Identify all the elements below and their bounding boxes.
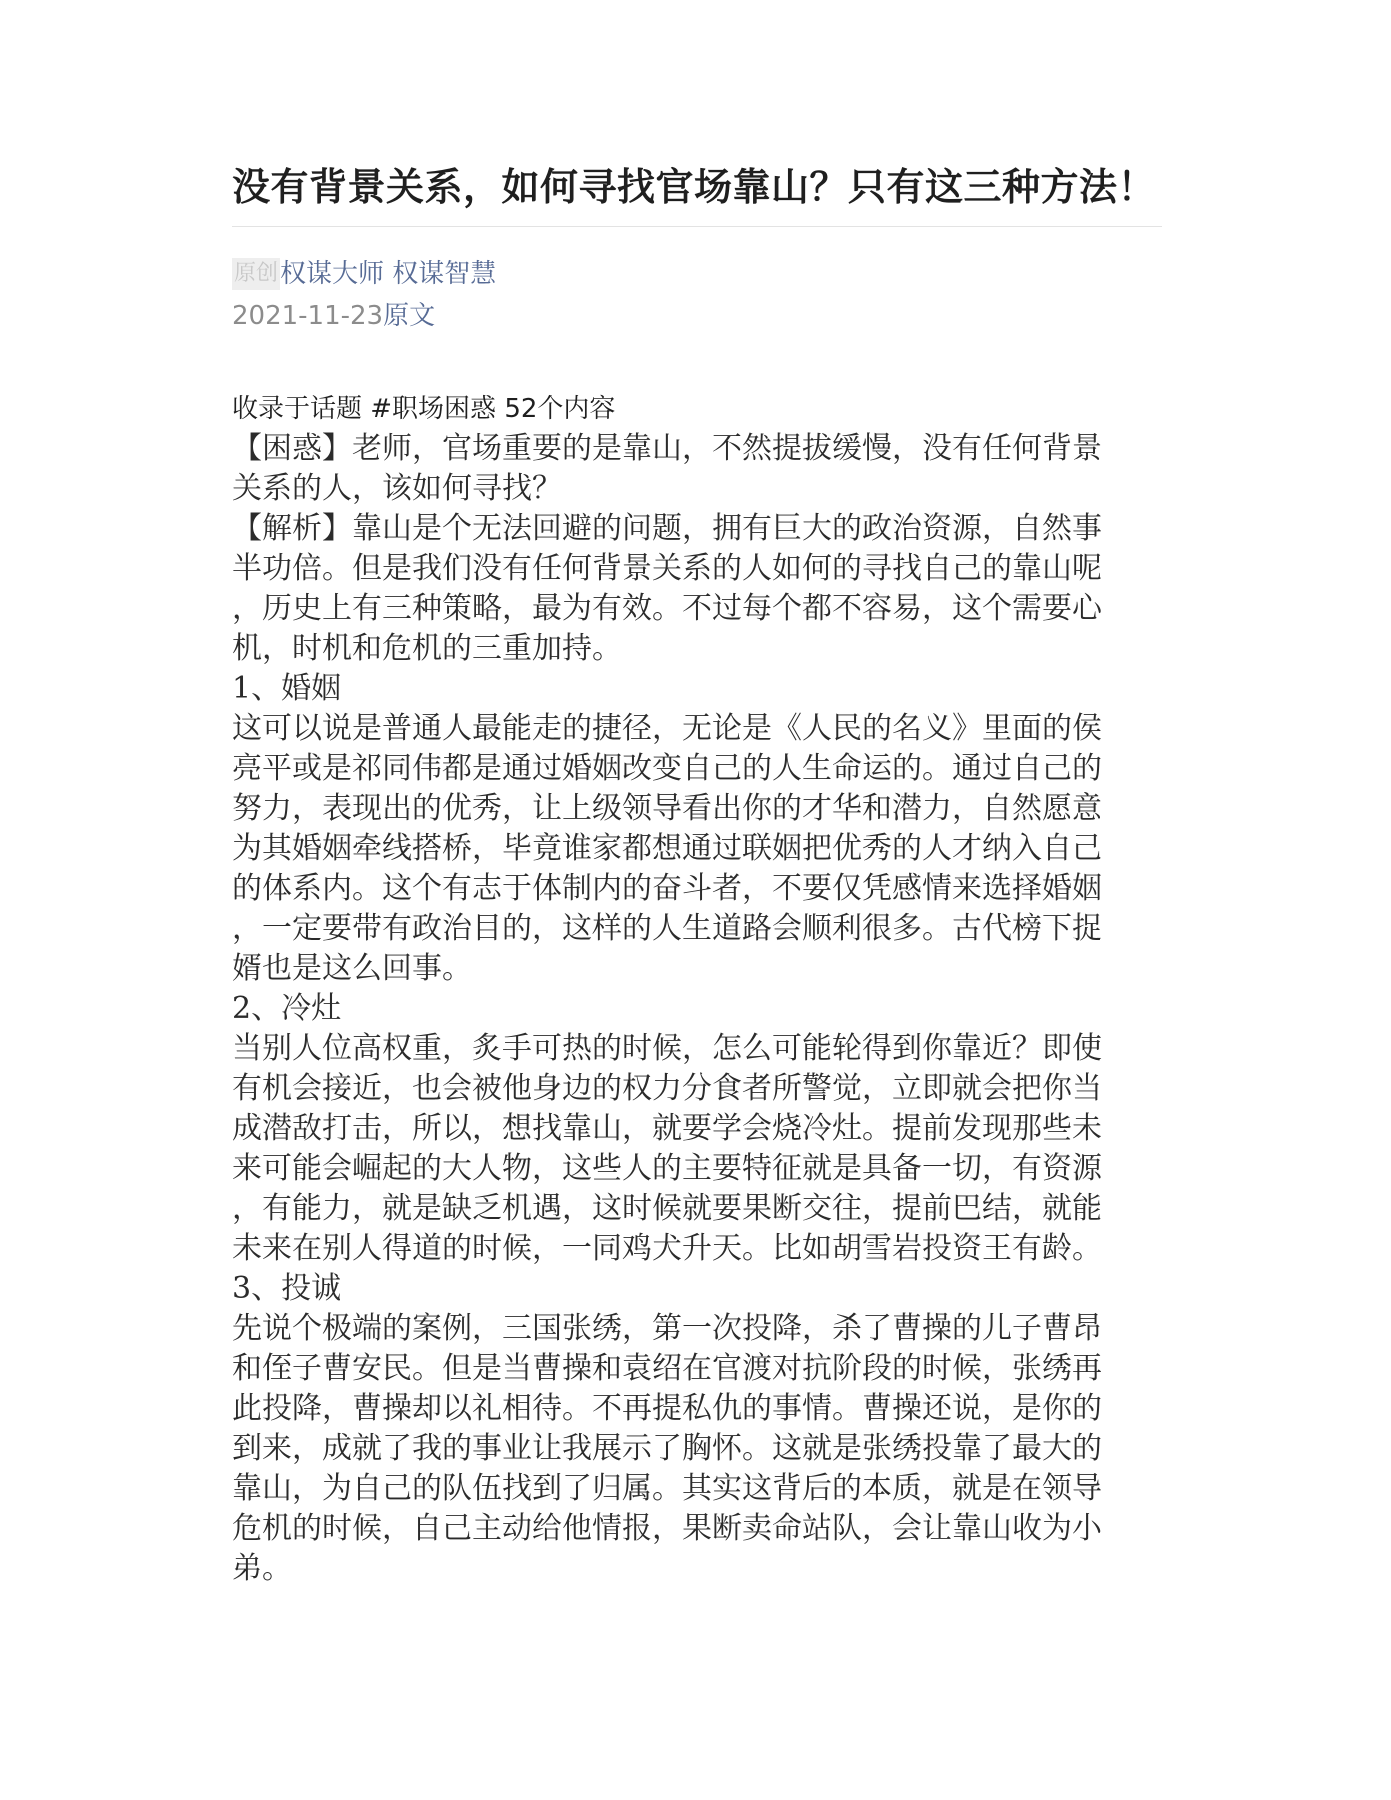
body-line: 未来在别人得道的时候，一同鸡犬升天。比如胡雪岩投资王有龄。 bbox=[232, 1231, 1102, 1266]
body-line: 弟。 bbox=[232, 1551, 292, 1586]
body-line: 【解析】靠山是个无法回避的问题，拥有巨大的政治资源，自然事 bbox=[232, 511, 1102, 546]
body-line: 亮平或是祁同伟都是通过婚姻改变自己的人生命运的。通过自己的 bbox=[232, 751, 1102, 786]
body-line: 【困惑】老师，官场重要的是靠山，不然提拔缓慢，没有任何背景 bbox=[232, 431, 1102, 466]
author-link[interactable]: 权谋大师 bbox=[280, 259, 385, 289]
account-link[interactable]: 权谋智慧 bbox=[392, 259, 497, 289]
body-line: 半功倍。但是我们没有任何背景关系的人如何的寻找自己的靠山呢 bbox=[232, 551, 1102, 586]
body-line: 此投降，曹操却以礼相待。不再提私仇的事情。曹操还说，是你的 bbox=[232, 1391, 1102, 1426]
body-line: 成潜敌打击，所以，想找靠山，就要学会烧冷灶。提前发现那些未 bbox=[232, 1111, 1102, 1146]
body-line: 当别人位高权重，炙手可热的时候，怎么可能轮得到你靠近？即使 bbox=[232, 1031, 1102, 1066]
body-line: 危机的时候，自己主动给他情报，果断卖命站队，会让靠山收为小 bbox=[232, 1511, 1102, 1546]
publish-date: 2021-11-23 bbox=[232, 301, 384, 331]
topic-line[interactable]: 收录于话题 #职场困惑 52个内容 bbox=[232, 394, 616, 424]
article-title: 没有背景关系，如何寻找官场靠山？只有这三种方法！ bbox=[232, 160, 1162, 227]
body-line: 2、冷灶 bbox=[232, 991, 342, 1026]
body-line: 来可能会崛起的大人物，这些人的主要特征就是具备一切，有资源 bbox=[232, 1151, 1102, 1186]
body-line: 有机会接近，也会被他身边的权力分食者所警觉，立即就会把你当 bbox=[232, 1071, 1102, 1106]
body-line: 关系的人，该如何寻找？ bbox=[232, 471, 562, 506]
article-meta bbox=[232, 253, 1162, 337]
body-line: 机，时机和危机的三重加持。 bbox=[232, 631, 622, 666]
body-line: 为其婚姻牵线搭桥，毕竟谁家都想通过联姻把优秀的人才纳入自己 bbox=[232, 831, 1102, 866]
body-line: 到来，成就了我的事业让我展示了胸怀。这就是张绣投靠了最大的 bbox=[232, 1431, 1102, 1466]
body-line: 的体系内。这个有志于体制内的奋斗者，不要仅凭感情来选择婚姻 bbox=[232, 871, 1102, 906]
body-line: 3、投诚 bbox=[232, 1271, 342, 1306]
body-line: 婿也是这么回事。 bbox=[232, 951, 472, 986]
body-line: 这可以说是普通人最能走的捷径，无论是《人民的名义》里面的侯 bbox=[232, 711, 1102, 746]
article-body bbox=[232, 429, 1162, 1589]
body-line: 1、婚姻 bbox=[232, 671, 342, 706]
byline bbox=[232, 253, 1162, 295]
date-line bbox=[232, 295, 1162, 337]
body-line: 靠山，为自己的队伍找到了归属。其实这背后的本质，就是在领导 bbox=[232, 1471, 1102, 1506]
body-line: ，一定要带有政治目的，这样的人生道路会顺利很多。古代榜下捉 bbox=[232, 911, 1102, 946]
body-line: ，历史上有三种策略，最为有效。不过每个都不容易，这个需要心 bbox=[232, 591, 1102, 626]
article-page bbox=[232, 160, 1162, 1589]
body-line: ，有能力，就是缺乏机遇，这时候就要果断交往，提前巴结，就能 bbox=[232, 1191, 1102, 1226]
source-link[interactable]: 原文 bbox=[383, 301, 436, 331]
body-line: 和侄子曹安民。但是当曹操和袁绍在官渡对抗阶段的时候，张绣再 bbox=[232, 1351, 1102, 1386]
body-line: 努力，表现出的优秀，让上级领导看出你的才华和潜力，自然愿意 bbox=[232, 791, 1102, 826]
original-badge: 原创 bbox=[232, 258, 280, 290]
body-line: 先说个极端的案例，三国张绣，第一次投降，杀了曹操的儿子曹昂 bbox=[232, 1311, 1102, 1346]
